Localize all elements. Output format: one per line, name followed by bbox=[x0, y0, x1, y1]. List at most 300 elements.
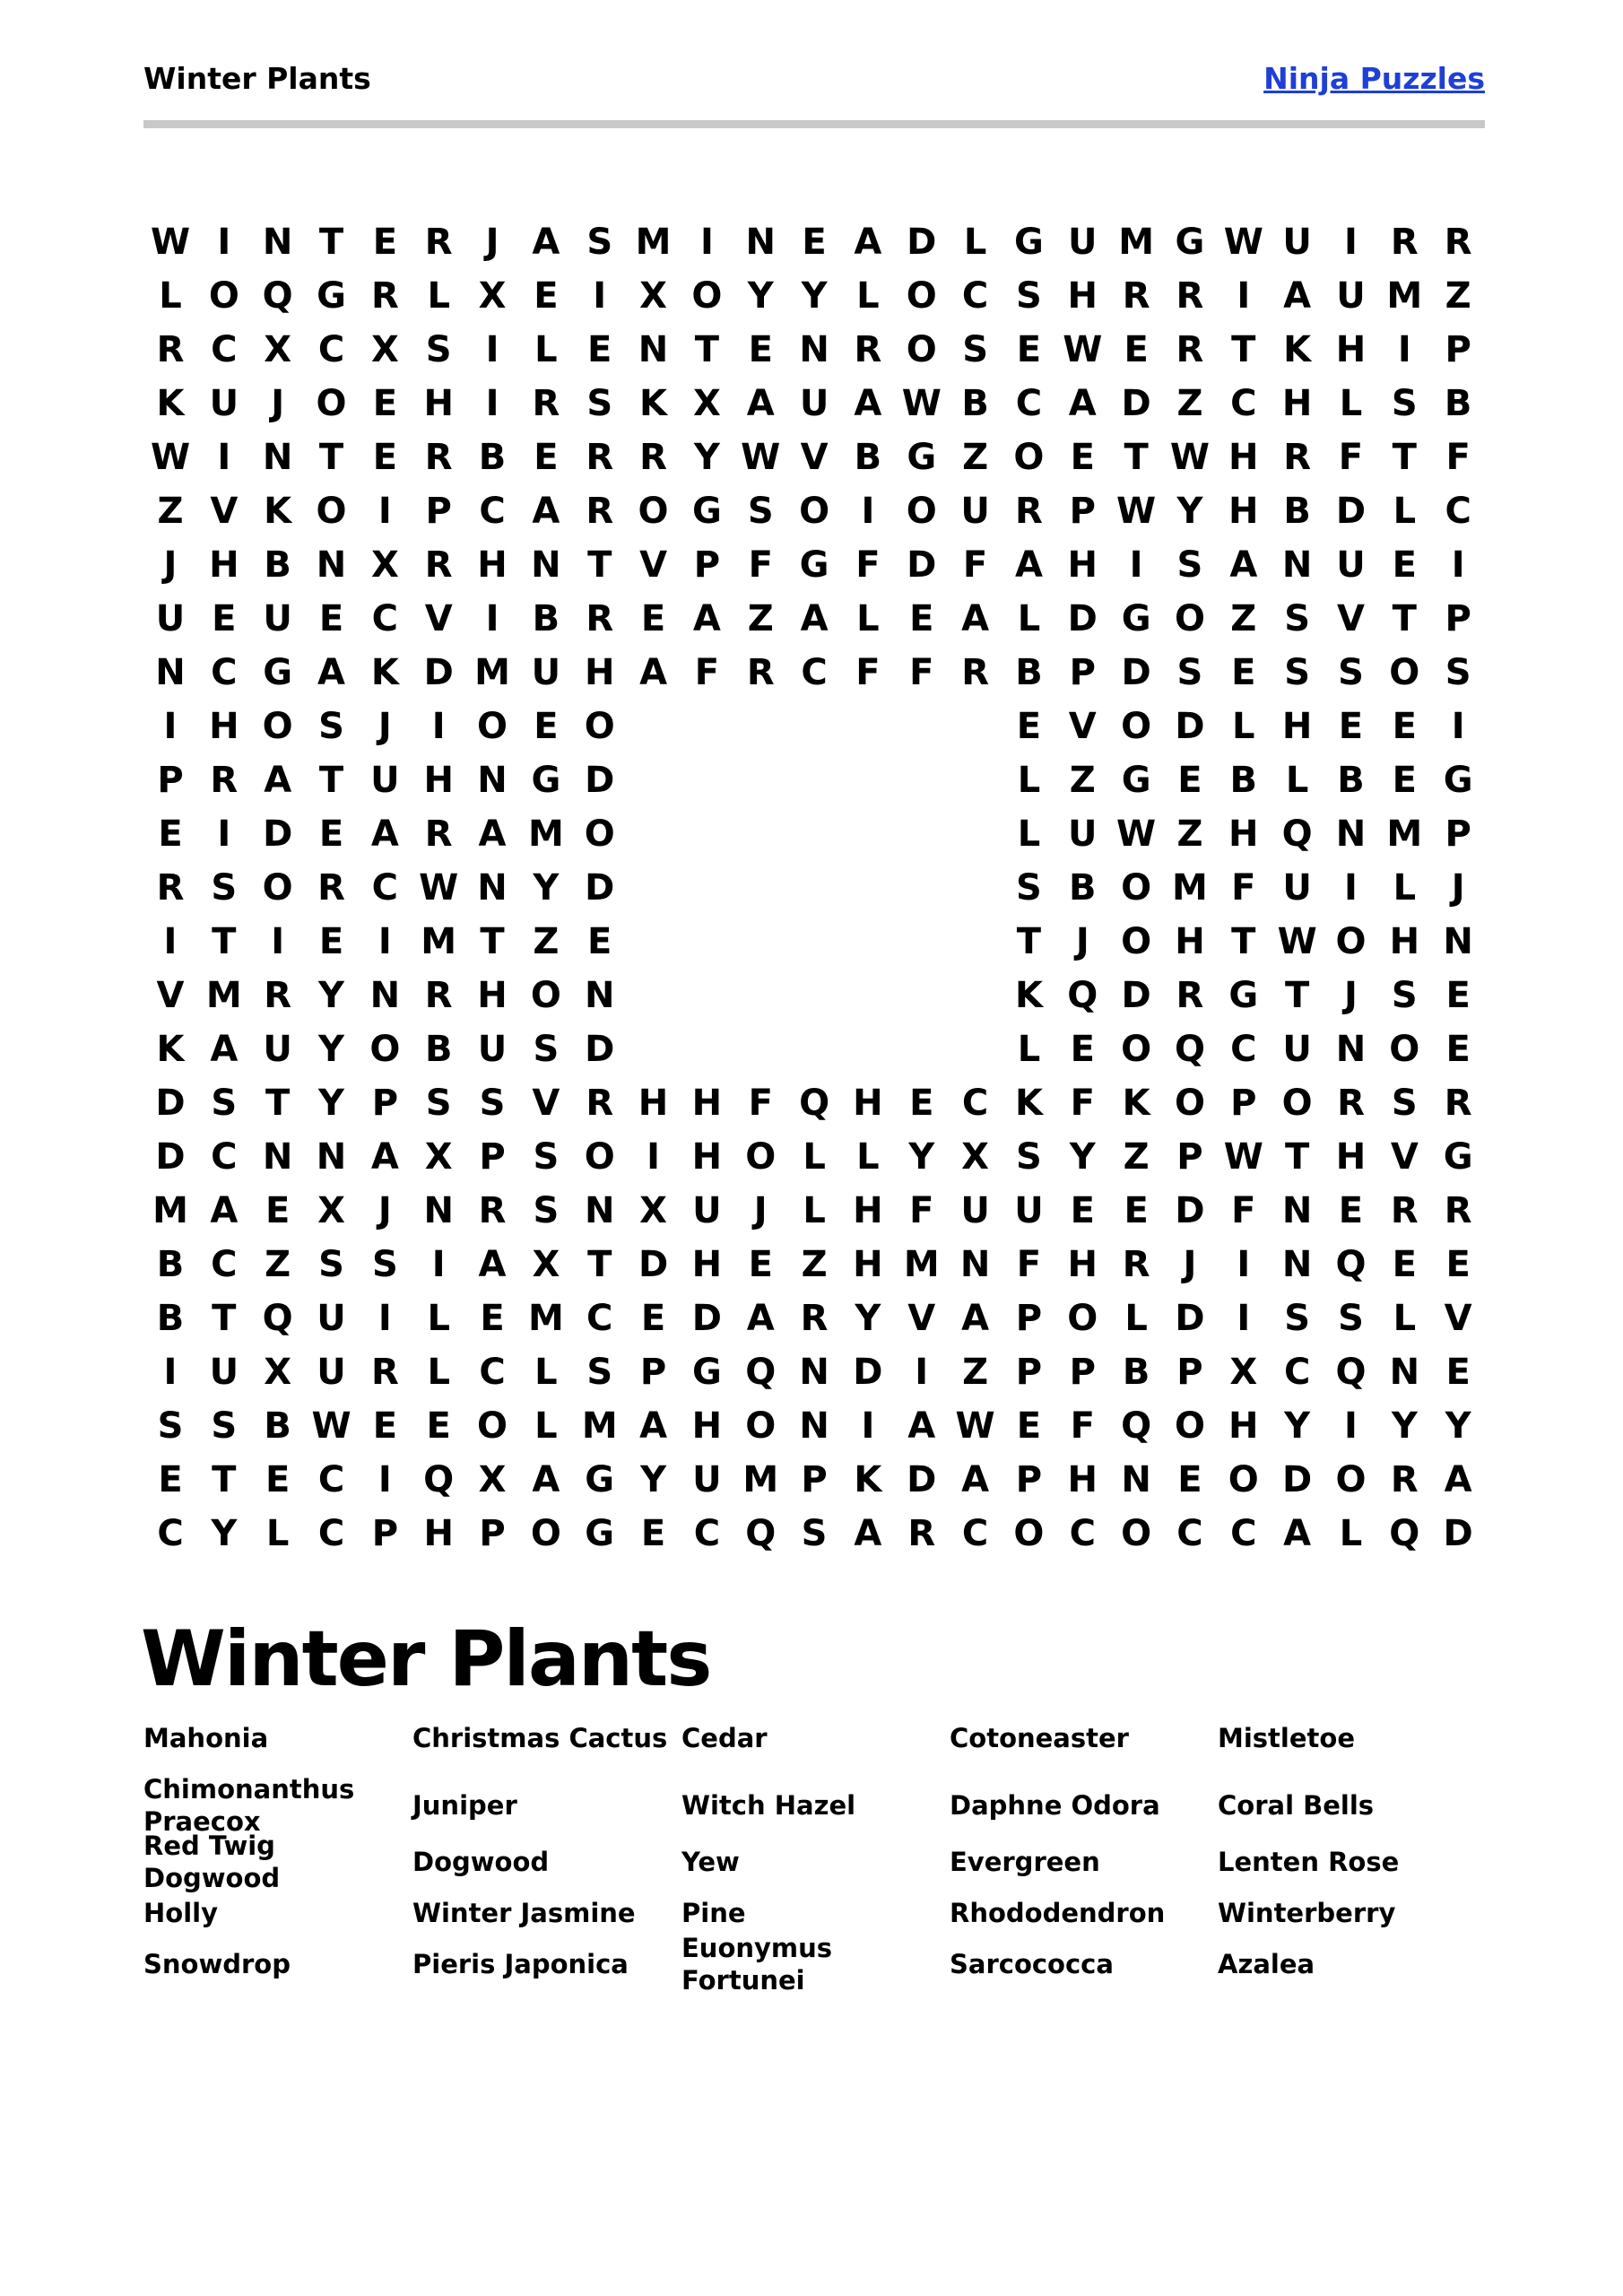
grid-letter: S bbox=[371, 1244, 398, 1285]
grid-letter: S bbox=[318, 1244, 344, 1285]
grid-letter: M bbox=[474, 652, 510, 693]
grid-letter: J bbox=[163, 544, 178, 586]
grid-letter: R bbox=[586, 437, 614, 478]
grid-letter: L bbox=[1339, 383, 1363, 424]
grid-letter: U bbox=[317, 1298, 346, 1339]
grid-letter: H bbox=[1281, 383, 1313, 424]
grid-letter: W bbox=[1116, 491, 1157, 532]
grid-letter: L bbox=[1017, 598, 1041, 639]
grid-letter: G bbox=[1014, 222, 1044, 263]
grid-letter: A bbox=[907, 1405, 936, 1447]
grid-letter: A bbox=[854, 1513, 882, 1554]
grid-letter: G bbox=[1443, 1136, 1473, 1178]
grid-letter: E bbox=[318, 921, 344, 962]
grid-letter: X bbox=[961, 1136, 990, 1178]
grid-letter: D bbox=[585, 760, 615, 801]
grid-letter: E bbox=[534, 437, 559, 478]
grid-letter: N bbox=[262, 1136, 293, 1178]
grid-letter: Z bbox=[1176, 813, 1203, 855]
grid-letter: O bbox=[1335, 1459, 1367, 1500]
grid-letter: Y bbox=[855, 1298, 881, 1339]
grid-letter: I bbox=[1451, 544, 1465, 586]
grid-letter: A bbox=[210, 1029, 239, 1070]
grid-letter: L bbox=[803, 1136, 826, 1178]
grid-letter: R bbox=[424, 544, 453, 586]
grid-letter: D bbox=[1443, 1513, 1473, 1554]
grid-letter: R bbox=[424, 222, 453, 263]
grid-letter: N bbox=[477, 760, 508, 801]
grid-letter: F bbox=[694, 652, 720, 693]
grid-letter: U bbox=[209, 1352, 239, 1393]
grid-letter: F bbox=[855, 652, 881, 693]
grid-letter: S bbox=[425, 1083, 452, 1124]
grid-letter: U bbox=[960, 491, 990, 532]
grid-letter: M bbox=[903, 1244, 940, 1285]
grid-letter: C bbox=[317, 1513, 345, 1554]
grid-letter: E bbox=[212, 598, 237, 639]
grid-letter: D bbox=[585, 1029, 615, 1070]
grid-letter: E bbox=[480, 1298, 505, 1339]
grid-letter: N bbox=[799, 1352, 829, 1393]
grid-letter: S bbox=[211, 1083, 238, 1124]
grid-letter: C bbox=[211, 1136, 238, 1178]
grid-letter: S bbox=[318, 706, 344, 747]
grid-letter: C bbox=[961, 275, 989, 317]
grid-letter: W bbox=[1223, 1136, 1263, 1178]
grid-letter: E bbox=[1016, 329, 1042, 370]
grid-letter: U bbox=[1282, 1029, 1312, 1070]
grid-letter: T bbox=[318, 222, 344, 263]
grid-letter: E bbox=[1445, 975, 1471, 1016]
word-list-item: Yew bbox=[681, 1847, 740, 1877]
grid-letter: H bbox=[1281, 706, 1313, 747]
header-divider bbox=[143, 120, 1485, 128]
grid-letter: Q bbox=[799, 1083, 830, 1124]
grid-letter: F bbox=[1016, 1244, 1042, 1285]
grid-letter: R bbox=[1337, 1083, 1365, 1124]
grid-letter: T bbox=[1392, 437, 1417, 478]
grid-letter: G bbox=[263, 652, 293, 693]
word-list-item: Dogwood bbox=[412, 1847, 550, 1877]
grid-letter: W bbox=[1063, 329, 1103, 370]
grid-letter: R bbox=[1390, 222, 1419, 263]
grid-letter: S bbox=[425, 329, 452, 370]
grid-letter: U bbox=[960, 1190, 990, 1231]
grid-letter: L bbox=[1339, 1513, 1363, 1554]
grid-letter: E bbox=[909, 598, 934, 639]
grid-letter: X bbox=[264, 329, 292, 370]
grid-letter: H bbox=[1228, 491, 1259, 532]
grid-letter: U bbox=[370, 760, 400, 801]
header-title: Winter Plants bbox=[143, 61, 371, 96]
grid-letter: W bbox=[1116, 813, 1157, 855]
grid-letter: R bbox=[746, 652, 775, 693]
grid-letter: E bbox=[1016, 1405, 1042, 1447]
grid-letter: C bbox=[157, 1513, 184, 1554]
grid-letter: M bbox=[1118, 222, 1155, 263]
grid-letter: H bbox=[209, 706, 239, 747]
grid-letter: S bbox=[533, 1190, 560, 1231]
grid-letter: Z bbox=[1230, 598, 1257, 639]
grid-letter: H bbox=[1228, 1405, 1259, 1447]
grid-letter: L bbox=[1393, 491, 1417, 532]
grid-letter: I bbox=[1237, 1244, 1251, 1285]
grid-letter: E bbox=[158, 813, 183, 855]
grid-letter: X bbox=[478, 275, 507, 317]
grid-letter: A bbox=[854, 383, 882, 424]
grid-letter: C bbox=[317, 1459, 345, 1500]
grid-letter: G bbox=[691, 491, 722, 532]
grid-letter: R bbox=[1015, 491, 1043, 532]
grid-letter: H bbox=[853, 1244, 883, 1285]
grid-letter: O bbox=[1013, 437, 1045, 478]
grid-letter: Z bbox=[157, 491, 184, 532]
grid-letter: I bbox=[1344, 867, 1358, 909]
grid-letter: R bbox=[1176, 329, 1204, 370]
grid-letter: O bbox=[316, 491, 347, 532]
grid-letter: P bbox=[1176, 1136, 1203, 1178]
grid-letter: C bbox=[479, 1352, 506, 1393]
grid-letter: Z bbox=[747, 598, 774, 639]
grid-letter: T bbox=[1231, 329, 1256, 370]
grid-letter: X bbox=[639, 1190, 667, 1231]
grid-letter: S bbox=[533, 1136, 560, 1178]
grid-letter: Z bbox=[962, 437, 989, 478]
grid-letter: D bbox=[1121, 975, 1151, 1016]
grid-letter: E bbox=[1392, 544, 1417, 586]
grid-letter: R bbox=[800, 1298, 829, 1339]
grid-letter: E bbox=[1016, 706, 1042, 747]
grid-letter: C bbox=[211, 329, 238, 370]
grid-letter: R bbox=[961, 652, 989, 693]
grid-letter: D bbox=[1282, 1459, 1313, 1500]
grid-letter: U bbox=[209, 383, 239, 424]
grid-letter: E bbox=[426, 1405, 451, 1447]
grid-letter: D bbox=[907, 1459, 937, 1500]
word-list-item: Evergreen bbox=[950, 1847, 1100, 1877]
grid-letter: A bbox=[1229, 544, 1258, 586]
grid-letter: W bbox=[1169, 437, 1211, 478]
grid-letter: Z bbox=[962, 1352, 989, 1393]
grid-letter: G bbox=[585, 1459, 615, 1500]
grid-letter: P bbox=[1069, 652, 1096, 693]
grid-letter: L bbox=[856, 598, 880, 639]
grid-letter: N bbox=[1121, 1459, 1151, 1500]
grid-letter: P bbox=[479, 1513, 506, 1554]
grid-letter: B bbox=[1283, 491, 1311, 532]
grid-letter: T bbox=[1124, 437, 1149, 478]
grid-letter: J bbox=[753, 1190, 768, 1231]
grid-letter: O bbox=[1121, 921, 1152, 962]
grid-letter: N bbox=[745, 222, 776, 263]
grid-letter: V bbox=[156, 975, 185, 1016]
word-list-item: Mistletoe bbox=[1218, 1723, 1355, 1753]
grid-letter: R bbox=[424, 975, 453, 1016]
grid-letter: O bbox=[691, 275, 723, 317]
grid-letter: E bbox=[1231, 652, 1256, 693]
grid-letter: I bbox=[217, 813, 231, 855]
grid-letter: I bbox=[431, 706, 446, 747]
grid-letter: S bbox=[1016, 1136, 1042, 1178]
grid-letter: L bbox=[1232, 706, 1255, 747]
grid-letter: O bbox=[1174, 1405, 1205, 1447]
grid-letter: E bbox=[158, 1459, 183, 1500]
grid-letter: I bbox=[699, 222, 714, 263]
grid-letter: G bbox=[317, 275, 346, 317]
grid-letter: G bbox=[1121, 760, 1151, 801]
grid-letter: L bbox=[1017, 1029, 1041, 1070]
grid-letter: I bbox=[217, 437, 231, 478]
grid-letter: P bbox=[1015, 1298, 1043, 1339]
grid-letter: I bbox=[1451, 706, 1465, 747]
grid-letter: Z bbox=[1445, 275, 1471, 317]
grid-letter: C bbox=[961, 1083, 989, 1124]
grid-letter: L bbox=[427, 1298, 450, 1339]
grid-letter: R bbox=[586, 491, 614, 532]
grid-letter: V bbox=[1390, 1136, 1419, 1178]
grid-letter: R bbox=[586, 598, 614, 639]
grid-letter: P bbox=[425, 491, 452, 532]
grid-letter: R bbox=[854, 329, 882, 370]
grid-letter: E bbox=[1070, 1029, 1095, 1070]
grid-letter: W bbox=[741, 437, 781, 478]
grid-letter: S bbox=[1391, 383, 1418, 424]
grid-letter: N bbox=[262, 222, 293, 263]
grid-letter: H bbox=[1335, 329, 1367, 370]
grid-letter: J bbox=[1344, 975, 1358, 1016]
grid-letter: I bbox=[1344, 1405, 1358, 1447]
grid-letter: F bbox=[909, 1190, 934, 1231]
grid-letter: R bbox=[370, 275, 399, 317]
grid-letter: T bbox=[480, 921, 505, 962]
grid-letter: F bbox=[1445, 437, 1471, 478]
grid-letter: O bbox=[369, 1029, 401, 1070]
grid-letter: C bbox=[1230, 383, 1257, 424]
grid-letter: C bbox=[371, 598, 399, 639]
grid-letter: P bbox=[1176, 1352, 1203, 1393]
grid-letter: D bbox=[423, 652, 454, 693]
grid-letter: E bbox=[802, 222, 827, 263]
ninja-puzzles-link[interactable]: Ninja Puzzles bbox=[1263, 61, 1485, 96]
grid-letter: J bbox=[485, 222, 499, 263]
grid-letter: I bbox=[861, 1405, 875, 1447]
grid-letter: G bbox=[907, 437, 937, 478]
grid-letter: O bbox=[1121, 867, 1152, 909]
grid-letter: A bbox=[746, 1298, 775, 1339]
grid-letter: I bbox=[593, 275, 607, 317]
grid-letter: E bbox=[1124, 329, 1149, 370]
grid-letter: M bbox=[635, 222, 672, 263]
grid-letter: M bbox=[421, 921, 457, 962]
grid-letter: V bbox=[907, 1298, 936, 1339]
grid-letter: R bbox=[1444, 1083, 1472, 1124]
grid-letter: E bbox=[1177, 1459, 1202, 1500]
grid-letter: P bbox=[801, 1459, 828, 1500]
grid-letter: N bbox=[423, 1190, 454, 1231]
grid-letter: X bbox=[317, 1190, 345, 1231]
grid-letter: N bbox=[1281, 1244, 1313, 1285]
grid-letter: O bbox=[584, 813, 615, 855]
grid-letter: C bbox=[211, 1244, 238, 1285]
grid-letter: S bbox=[1176, 544, 1203, 586]
grid-letter: A bbox=[639, 1405, 668, 1447]
grid-letter: R bbox=[156, 867, 185, 909]
grid-letter: H bbox=[1228, 437, 1259, 478]
grid-letter: H bbox=[853, 1190, 883, 1231]
grid-letter: U bbox=[1014, 1190, 1044, 1231]
grid-letter: W bbox=[1277, 921, 1317, 962]
grid-letter: R bbox=[532, 383, 560, 424]
grid-letter: Y bbox=[1069, 1136, 1096, 1178]
word-list-item: Cotoneaster bbox=[950, 1723, 1129, 1753]
grid-letter: G bbox=[531, 760, 561, 801]
grid-letter: J bbox=[378, 1190, 392, 1231]
grid-letter: D bbox=[1121, 383, 1151, 424]
grid-letter: U bbox=[263, 598, 292, 639]
grid-letter: Y bbox=[318, 1029, 344, 1070]
grid-letter: G bbox=[585, 1513, 615, 1554]
grid-letter: L bbox=[427, 1352, 450, 1393]
grid-letter: S bbox=[1284, 1298, 1311, 1339]
grid-letter: C bbox=[801, 652, 828, 693]
grid-letter: L bbox=[1017, 813, 1041, 855]
grid-letter: S bbox=[962, 329, 988, 370]
grid-letter: G bbox=[691, 1352, 722, 1393]
grid-letter: E bbox=[534, 706, 559, 747]
grid-letter: C bbox=[586, 1298, 613, 1339]
grid-letter: E bbox=[1070, 1190, 1095, 1231]
grid-letter: E bbox=[1392, 760, 1417, 801]
grid-letter: R bbox=[1444, 222, 1472, 263]
grid-letter: W bbox=[311, 1405, 352, 1447]
grid-letter: K bbox=[370, 652, 399, 693]
grid-letter: B bbox=[1015, 652, 1043, 693]
grid-letter: F bbox=[855, 544, 881, 586]
grid-letter: Q bbox=[1067, 975, 1098, 1016]
grid-letter: K bbox=[639, 383, 668, 424]
grid-letter: B bbox=[156, 1298, 185, 1339]
grid-letter: N bbox=[584, 975, 615, 1016]
grid-letter: A bbox=[854, 222, 882, 263]
grid-letter: U bbox=[799, 383, 829, 424]
grid-letter: R bbox=[1390, 1190, 1419, 1231]
grid-letter: I bbox=[163, 706, 178, 747]
grid-letter: X bbox=[370, 544, 399, 586]
grid-letter: X bbox=[370, 329, 399, 370]
grid-letter: R bbox=[264, 975, 292, 1016]
grid-letter: T bbox=[1284, 975, 1310, 1016]
grid-letter: O bbox=[906, 329, 937, 370]
word-list-item: Snowdrop bbox=[143, 1949, 291, 1979]
grid-letter: C bbox=[1230, 1513, 1257, 1554]
grid-letter: H bbox=[691, 1405, 723, 1447]
grid-letter: M bbox=[152, 1190, 188, 1231]
grid-letter: L bbox=[1017, 760, 1041, 801]
grid-letter: C bbox=[961, 1513, 989, 1554]
grid-letter: H bbox=[691, 1244, 723, 1285]
grid-letter: B bbox=[854, 437, 882, 478]
grid-letter: N bbox=[1281, 1190, 1313, 1231]
grid-letter: H bbox=[1228, 813, 1259, 855]
grid-letter: R bbox=[424, 813, 453, 855]
grid-letter: V bbox=[1444, 1298, 1472, 1339]
grid-letter: G bbox=[799, 544, 829, 586]
grid-letter: J bbox=[271, 383, 285, 424]
grid-letter: D bbox=[263, 813, 293, 855]
grid-letter: A bbox=[1444, 1459, 1472, 1500]
grid-letter: A bbox=[317, 652, 345, 693]
grid-letter: X bbox=[532, 1244, 560, 1285]
grid-letter: P bbox=[371, 1083, 399, 1124]
grid-letter: H bbox=[477, 975, 508, 1016]
grid-letter: U bbox=[477, 1029, 508, 1070]
grid-letter: Z bbox=[1123, 1136, 1150, 1178]
grid-letter: H bbox=[1067, 1244, 1098, 1285]
grid-letter: R bbox=[317, 867, 345, 909]
grid-letter: T bbox=[318, 760, 344, 801]
grid-letter: T bbox=[1284, 1136, 1310, 1178]
grid-letter: S bbox=[479, 1083, 506, 1124]
grid-letter: F bbox=[962, 544, 988, 586]
grid-letter: I bbox=[378, 491, 392, 532]
grid-letter: C bbox=[317, 329, 345, 370]
grid-letter: B bbox=[961, 383, 989, 424]
word-list-item: Cedar bbox=[681, 1723, 768, 1753]
grid-letter: D bbox=[1121, 652, 1151, 693]
grid-letter: W bbox=[150, 437, 191, 478]
grid-letter: D bbox=[853, 1352, 883, 1393]
grid-letter: T bbox=[587, 1244, 612, 1285]
grid-letter: M bbox=[527, 1298, 564, 1339]
grid-letter: X bbox=[1229, 1352, 1258, 1393]
grid-letter: X bbox=[424, 1136, 453, 1178]
grid-letter: S bbox=[801, 1513, 828, 1554]
grid-letter: O bbox=[799, 491, 830, 532]
grid-letter: L bbox=[856, 1136, 880, 1178]
grid-letter: U bbox=[692, 1190, 722, 1231]
grid-letter: S bbox=[1445, 652, 1471, 693]
grid-letter: V bbox=[1068, 706, 1097, 747]
grid-letter: B bbox=[1229, 760, 1258, 801]
grid-letter: E bbox=[318, 598, 344, 639]
grid-letter: A bbox=[746, 383, 775, 424]
grid-letter: B bbox=[424, 1029, 453, 1070]
grid-letter: O bbox=[530, 975, 561, 1016]
grid-letter: E bbox=[1338, 1190, 1364, 1231]
grid-letter: I bbox=[647, 1136, 660, 1178]
grid-letter: P bbox=[639, 1352, 667, 1393]
grid-letter: T bbox=[212, 1298, 237, 1339]
grid-letter: J bbox=[1451, 867, 1465, 909]
grid-letter: R bbox=[1176, 975, 1204, 1016]
grid-letter: D bbox=[1175, 1298, 1205, 1339]
grid-letter: X bbox=[639, 275, 667, 317]
grid-letter: N bbox=[316, 544, 347, 586]
grid-letter: K bbox=[1014, 1083, 1043, 1124]
grid-letter: N bbox=[1335, 813, 1367, 855]
grid-letter: S bbox=[211, 867, 238, 909]
grid-letter: H bbox=[638, 1083, 669, 1124]
grid-letter: Q bbox=[1281, 813, 1313, 855]
grid-letter: L bbox=[856, 275, 880, 317]
grid-letter: T bbox=[587, 544, 612, 586]
grid-letter: H bbox=[423, 760, 454, 801]
word-list-item: Christmas Cactus bbox=[412, 1723, 668, 1753]
grid-letter: N bbox=[584, 1190, 615, 1231]
grid-letter: Y bbox=[908, 1136, 935, 1178]
word-list-item: Pine bbox=[681, 1898, 746, 1928]
grid-letter: B bbox=[156, 1244, 185, 1285]
